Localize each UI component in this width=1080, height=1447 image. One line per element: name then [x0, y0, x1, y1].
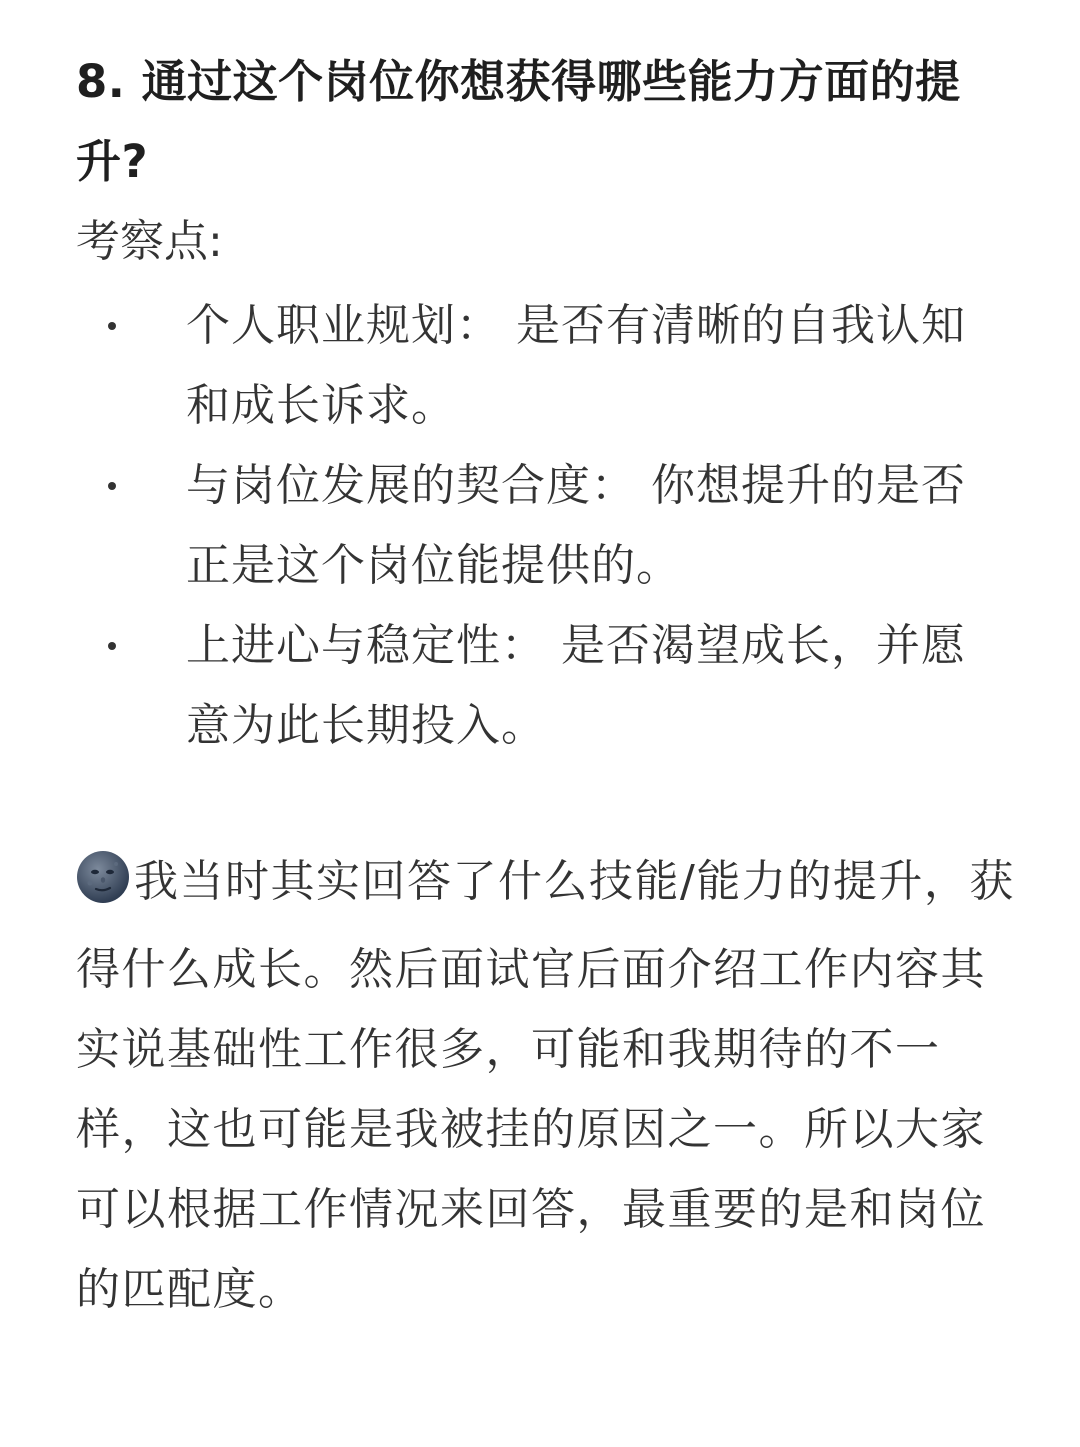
- answer-text: 我当时其实回答了什么技能/能力的提升，获得什么成长。然后面试官后面介绍工作内容其实说基础性工作很多，可能和我期待的不一样，这也可能是我被挂的原因之一。所以大家可以根据工作情况来回答，最重要的是和岗位的匹配度。: [76, 856, 1015, 1315]
- bullet-icon: [108, 322, 116, 330]
- bullet-icon: [108, 482, 116, 490]
- note-content: [76, 42, 1026, 1330]
- list-item-text: 个人职业规划： 是否有清晰的自我认知和成长诉求。: [186, 300, 966, 431]
- list-item: [76, 606, 986, 766]
- focus-list: [76, 286, 1026, 766]
- new-moon-face-icon: [76, 850, 130, 930]
- list-item: [76, 446, 986, 606]
- list-item-text: 上进心与稳定性： 是否渴望成长，并愿意为此长期投入。: [186, 620, 966, 751]
- question-title: 8. 通过这个岗位你想获得哪些能力方面的提升?: [76, 55, 961, 188]
- answer-paragraph: [76, 842, 1021, 1330]
- section-gap: [76, 766, 1026, 842]
- list-item-text: 与岗位发展的契合度： 你想提升的是否正是这个岗位能提供的。: [186, 460, 966, 591]
- bullet-icon: [108, 642, 116, 650]
- list-item: [76, 286, 986, 446]
- focus-label: 考察点:: [76, 216, 223, 267]
